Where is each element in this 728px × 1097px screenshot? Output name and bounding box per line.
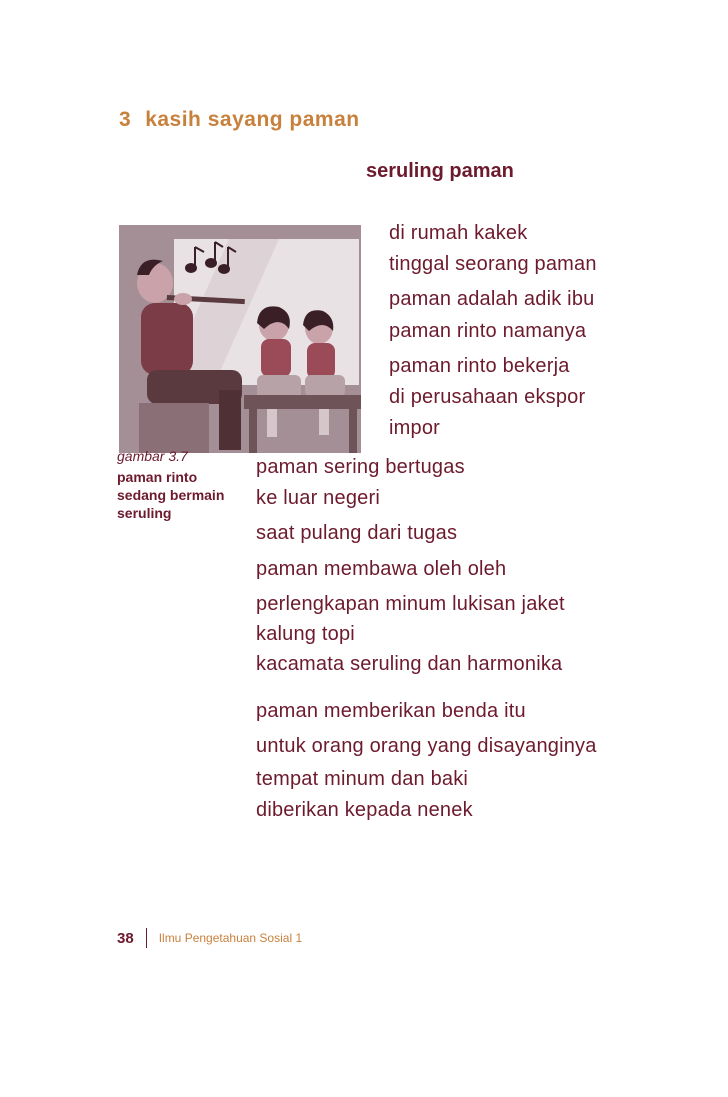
poem-line: paman membawa oleh oleh [256, 558, 507, 580]
poem-line: tinggal seorang paman [389, 253, 597, 275]
poem-line: ke luar negeri [256, 487, 380, 509]
poem-line: diberikan kepada nenek [256, 799, 473, 821]
chapter-number: 3 [119, 108, 132, 131]
illustration-uncle-playing-flute [119, 225, 361, 453]
figure-label: gambar 3.7 [117, 448, 188, 464]
poem-title: seruling paman [366, 160, 514, 182]
poem-line: kalung topi [256, 623, 355, 645]
chapter-heading [119, 108, 360, 132]
page-footer [117, 928, 302, 948]
footer-divider [146, 928, 147, 948]
poem-line: kacamata seruling dan harmonika [256, 653, 563, 675]
poem-line: paman adalah adik ibu [389, 288, 595, 310]
poem-line: di rumah kakek [389, 222, 528, 244]
page-number: 38 [117, 929, 134, 947]
poem-line: paman sering bertugas [256, 456, 465, 478]
poem-line: paman rinto namanya [389, 320, 587, 342]
poem-line: di perusahaan ekspor [389, 386, 586, 408]
chapter-title: kasih sayang paman [145, 108, 360, 131]
poem-line: untuk orang orang yang disayanginya [256, 735, 597, 757]
figure-description: paman rinto sedang bermain seruling [117, 469, 225, 521]
book-title: Ilmu Pengetahuan Sosial 1 [158, 931, 303, 945]
poem-line: perlengkapan minum lukisan jaket [256, 593, 565, 615]
poem-line: paman rinto bekerja [389, 355, 570, 377]
poem-line: impor [389, 417, 441, 439]
poem-line: saat pulang dari tugas [256, 522, 458, 544]
poem-line: tempat minum dan baki [256, 768, 469, 790]
poem-line: paman memberikan benda itu [256, 700, 526, 722]
figure-caption [117, 448, 252, 522]
